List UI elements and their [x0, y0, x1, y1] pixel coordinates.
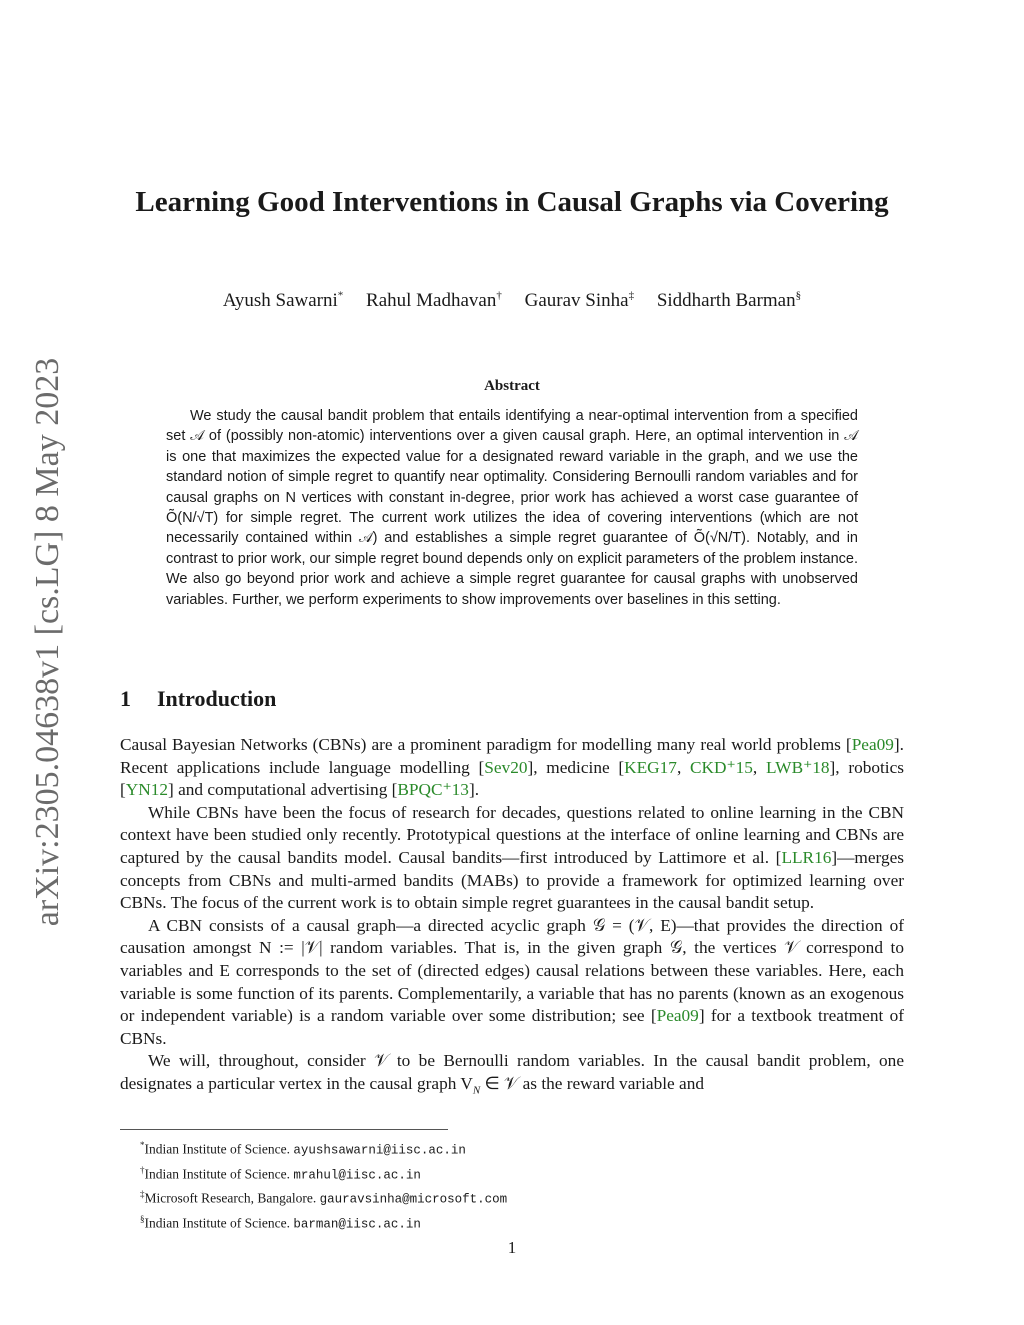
- email: ayushsawarni@iisc.ac.in: [293, 1143, 466, 1158]
- footnote-rule: [120, 1129, 448, 1130]
- author: Siddharth Barman§: [656, 290, 802, 312]
- paragraph: We will, throughout, consider 𝒱 to be Bernoulli random variables. In the causal bandit problem, one designates a particular vertex in the causal graph $V_N$ ∈ 𝒱 as the reward variable and: [120, 1051, 904, 1097]
- section-title: Introduction: [157, 686, 277, 711]
- citation-link[interactable]: Sev20: [484, 757, 528, 777]
- paper-title: Learning Good Interventions in Causal Graphs via Covering: [135, 186, 889, 218]
- email: mrahul@iisc.ac.in: [293, 1168, 421, 1182]
- author: Ayush Sawarni*: [222, 290, 344, 312]
- author-list: [120, 290, 904, 312]
- abstract-heading: Abstract: [484, 378, 540, 394]
- section-number: 1: [120, 686, 131, 711]
- footnote: §Indian Institute of Science. barman@iisc.ac.in: [140, 1213, 421, 1231]
- arxiv-stamp: [28, 356, 68, 928]
- citation-link[interactable]: Pea09: [656, 1006, 699, 1026]
- author: Gaurav Sinha‡: [524, 290, 635, 312]
- footnote: *Indian Institute of Science. ayushsawarni@iisc.ac.in: [140, 1140, 466, 1158]
- citation-link[interactable]: CKD⁺15: [690, 757, 753, 777]
- footnotes: [140, 1136, 507, 1234]
- citation-link[interactable]: LWB⁺18: [766, 757, 830, 777]
- abstract: [166, 406, 858, 610]
- body-text: [120, 734, 904, 1102]
- paragraph: While CBNs have been the focus of research for decades, questions related to online learning in the CBN context have been studied only recently. Prototypical questions at the interface of online learning and CBNs are captured by the causal bandits model. Causal bandits—first introduced by Lattimore et al. [LLR16]—merges concepts from CBNs and multi-armed bandits (MABs) to provide a framework for optimized learning over CBNs. The focus of the current work is to obtain simple regret guarantees in the causal bandit setup.: [120, 802, 904, 913]
- section-heading: [120, 686, 276, 712]
- citation-link[interactable]: LLR16: [781, 847, 832, 867]
- footnote: ‡Microsoft Research, Bangalore. gauravsinha@microsoft.com: [140, 1189, 508, 1207]
- paragraph: A CBN consists of a causal graph—a directed acyclic graph 𝒢 = (𝒱, E)—that provides the direction of causation amongst N := |𝒱| random variables. That is, in the given graph 𝒢, the vertices 𝒱 correspond to variables and E corresponds to the set of (directed edges) causal relations between these variables. Here, each variable is some function of its parents. Complementarily, a variable that has no parents (known as an exogenous or independent variable) is a random variable over some distribution; see [Pea09] for a textbook treatment of CBNs.: [120, 915, 904, 1048]
- citation-link[interactable]: KEG17: [624, 757, 677, 777]
- citation-link[interactable]: BPQC⁺13: [397, 780, 469, 800]
- email: barman@iisc.ac.in: [293, 1217, 421, 1231]
- page-number: 1: [507, 1238, 517, 1257]
- citation-link[interactable]: YN12: [125, 780, 169, 800]
- paragraph: Causal Bayesian Networks (CBNs) are a prominent paradigm for modelling many real world problems [Pea09]. Recent applications include language modelling [Sev20], medicine [KEG17, CKD⁺15, LWB⁺18], robotics [YN12] and computational advertising [BPQC⁺13].: [120, 735, 905, 800]
- author: Rahul Madhavan†: [366, 290, 502, 312]
- arxiv-id: arXiv:2305.04638v1 [cs.LG] 8 May 2023: [29, 357, 66, 927]
- footnote: †Indian Institute of Science. mrahul@iisc.ac.in: [140, 1164, 421, 1182]
- abstract-text: We study the causal bandit problem that entails identifying a near-optimal intervention from a specified set 𝒜 of (possibly non-atomic) interventions over a given causal graph. Here, an optimal intervention in 𝒜 is one that maximizes the expected value for a designated reward variable in the graph, and we use the standard notion of simple regret to quantify near optimality. Considering Bernoulli random variables and for causal graphs on N vertices with constant in-degree, prior work has achieved a worst case guarantee of Õ(N/√T) for simple regret. The current work utilizes the idea of covering interventions (which are not necessarily contained within 𝒜) and establishes a simple regret guarantee of Õ(√N/T). Notably, and in contrast to prior work, our simple regret bound depends only on explicit parameters of the problem instance. We also go beyond prior work and achieve a simple regret guarantee for causal graphs with unobserved variables. Further, we perform experiments to show improvements over baselines in this setting.: [166, 408, 858, 608]
- email: gauravsinha@microsoft.com: [319, 1192, 508, 1207]
- citation-link[interactable]: Pea09: [851, 735, 894, 754]
